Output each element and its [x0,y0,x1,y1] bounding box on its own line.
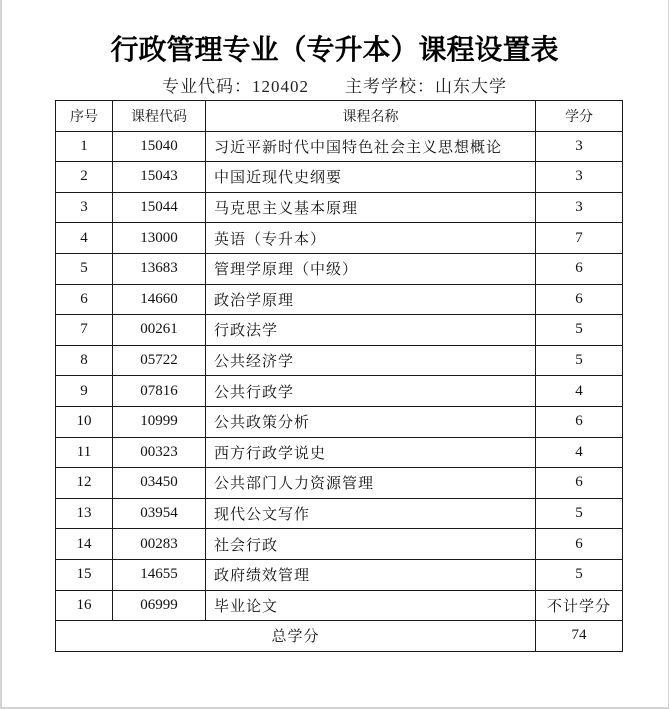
cell-code: 00283 [113,529,206,560]
cell-name: 马克思主义基本原理 [206,192,536,223]
cell-credit: 4 [536,376,623,407]
table-row [56,529,623,560]
cell-code: 03954 [113,498,206,529]
header-credit: 学分 [536,101,623,132]
cell-name: 习近平新时代中国特色社会主义思想概论 [206,131,536,162]
school-value: 山东大学 [435,77,507,96]
cell-seq: 13 [56,498,113,529]
cell-code: 07816 [113,376,206,407]
cell-credit: 3 [536,162,623,193]
cell-credit: 6 [536,406,623,437]
cell-code: 06999 [113,590,206,621]
cell-credit: 7 [536,223,623,254]
table-row [56,590,623,621]
table-row [56,406,623,437]
total-label: 总学分 [56,621,536,652]
cell-code: 14660 [113,284,206,315]
cell-code: 15044 [113,192,206,223]
cell-name: 现代公文写作 [206,498,536,529]
cell-seq: 10 [56,406,113,437]
header-seq: 序号 [56,101,113,132]
cell-code: 15043 [113,162,206,193]
cell-seq: 12 [56,468,113,499]
cell-credit: 6 [536,284,623,315]
cell-seq: 9 [56,376,113,407]
cell-credit: 不计学分 [536,590,623,621]
table-row [56,468,623,499]
table-row [56,131,623,162]
total-value: 74 [536,621,623,652]
cell-code: 03450 [113,468,206,499]
cell-name: 英语（专升本） [206,223,536,254]
cell-code: 13000 [113,223,206,254]
table-row [56,437,623,468]
course-table [55,100,623,652]
table-total-row [56,621,623,652]
cell-name: 行政法学 [206,315,536,346]
table-row [56,192,623,223]
cell-code: 14655 [113,559,206,590]
cell-seq: 16 [56,590,113,621]
cell-name: 中国近现代史纲要 [206,162,536,193]
cell-credit: 6 [536,468,623,499]
cell-name: 毕业论文 [206,590,536,621]
table-row [56,345,623,376]
cell-seq: 11 [56,437,113,468]
cell-seq: 15 [56,559,113,590]
table-row [56,315,623,346]
cell-name: 政府绩效管理 [206,559,536,590]
document-subtitle [0,76,669,98]
document-title: 行政管理专业（专升本）课程设置表 [110,33,559,66]
cell-name: 社会行政 [206,529,536,560]
header-name: 课程名称 [206,101,536,132]
cell-credit: 5 [536,345,623,376]
cell-name: 公共政策分析 [206,406,536,437]
cell-name: 公共行政学 [206,376,536,407]
cell-credit: 6 [536,529,623,560]
cell-credit: 5 [536,315,623,346]
cell-seq: 4 [56,223,113,254]
table-row [56,162,623,193]
cell-seq: 7 [56,315,113,346]
major-code-label: 专业代码： [162,77,252,96]
cell-seq: 5 [56,253,113,284]
cell-code: 05722 [113,345,206,376]
cell-code: 13683 [113,253,206,284]
cell-code: 00261 [113,315,206,346]
major-code-value: 120402 [252,77,309,96]
cell-credit: 5 [536,498,623,529]
table-row [56,376,623,407]
table-row [56,559,623,590]
cell-credit: 4 [536,437,623,468]
cell-code: 10999 [113,406,206,437]
cell-name: 管理学原理（中级） [206,253,536,284]
table-row [56,223,623,254]
cell-credit: 6 [536,253,623,284]
cell-seq: 3 [56,192,113,223]
cell-seq: 14 [56,529,113,560]
cell-name: 政治学原理 [206,284,536,315]
table-header-row [56,101,623,132]
cell-credit: 3 [536,192,623,223]
cell-name: 公共部门人力资源管理 [206,468,536,499]
table-row [56,284,623,315]
cell-name: 西方行政学说史 [206,437,536,468]
header-code: 课程代码 [113,101,206,132]
cell-code: 15040 [113,131,206,162]
table-row [56,253,623,284]
cell-seq: 2 [56,162,113,193]
cell-code: 00323 [113,437,206,468]
table-row [56,498,623,529]
cell-seq: 1 [56,131,113,162]
cell-seq: 8 [56,345,113,376]
school-label: 主考学校： [345,77,435,96]
cell-credit: 5 [536,559,623,590]
cell-name: 公共经济学 [206,345,536,376]
cell-credit: 3 [536,131,623,162]
cell-seq: 6 [56,284,113,315]
